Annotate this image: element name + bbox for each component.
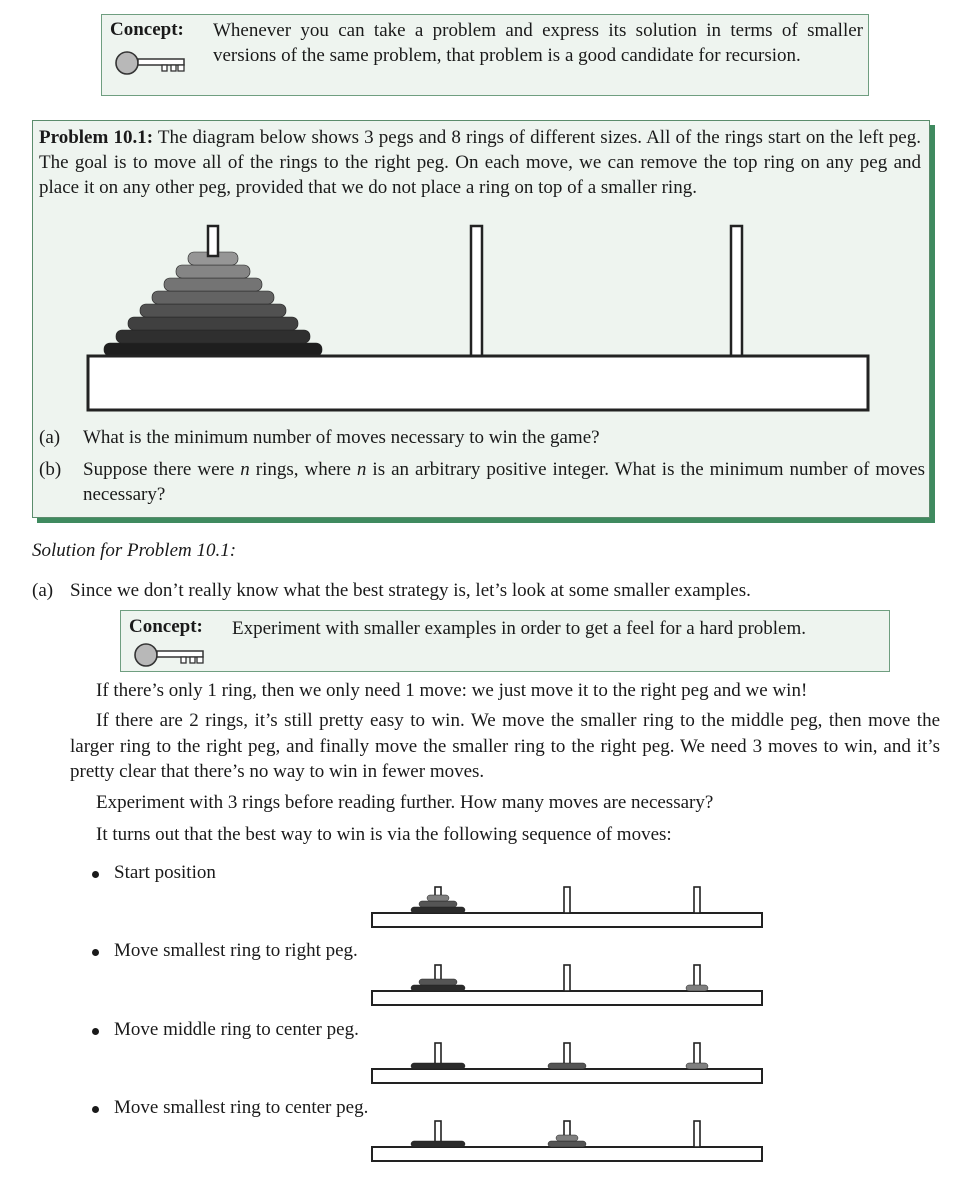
question-b-text: Suppose there were n rings, where n is an arbitrary positive integer. What is the minimum number of moves necessary?: [83, 459, 926, 505]
ring-stack-left: [104, 252, 322, 356]
hanoi-diagram-large: [83, 221, 923, 421]
ring-1: [556, 1135, 578, 1141]
solution-part-a-tag: (a): [32, 580, 54, 601]
bullet-icon: [92, 1106, 99, 1113]
ring-2: [548, 1063, 586, 1069]
problem-statement: [39, 125, 921, 200]
peg-right: [694, 887, 700, 913]
problem-label: Problem 10.1:: [39, 127, 154, 148]
ring-3: [164, 278, 262, 291]
peg-center: [564, 887, 570, 913]
key-icon: [133, 643, 207, 669]
bullet-icon: [92, 1028, 99, 1035]
ring-2: [419, 901, 457, 907]
problem-box: [32, 120, 930, 518]
bullet-icon: [92, 871, 99, 878]
concept-box-experiment: [120, 610, 890, 672]
hanoi-diagram-step-1: [370, 880, 770, 932]
paragraph-1-ring: If there’s only 1 ring, then we only need 1 move: we just move it to the right peg and we win!: [96, 680, 808, 701]
ring-8: [104, 343, 322, 356]
hanoi-diagram-step-2: [370, 958, 770, 1010]
ring-2: [419, 979, 457, 985]
step-label: Start position: [114, 862, 216, 883]
paragraph-sequence: It turns out that the best way to win is via the following sequence of moves:: [96, 824, 672, 845]
bullet-icon: [92, 949, 99, 956]
peg-left: [208, 226, 218, 256]
ring-2: [176, 265, 250, 278]
concept-box-recursion: [101, 14, 869, 96]
ring-1: [686, 1063, 708, 1069]
question-a-text: What is the minimum number of moves necessary to win the game?: [83, 427, 600, 448]
solution-part-a-text: Since we don’t really know what the best strategy is, let’s look at some smaller examples.: [70, 580, 751, 601]
base-board: [88, 356, 868, 410]
ring-2: [548, 1141, 586, 1147]
solution-part-a: [32, 578, 932, 604]
concept-text: Experiment with smaller examples in order to get a feel for a hard problem.: [232, 618, 807, 639]
hanoi-diagram-step-3: [370, 1036, 770, 1088]
question-a-tag: (a): [39, 427, 61, 448]
ring-6: [128, 317, 298, 330]
solution-heading: Solution for Problem 10.1:: [32, 540, 237, 561]
ring-5: [140, 304, 286, 317]
concept-text: Whenever you can take a problem and express its solution in terms of smaller versions of the same problem, that problem is a good candidate for recursion.: [213, 20, 863, 66]
base-board: [372, 913, 762, 927]
question-a: [39, 425, 925, 451]
question-b: [39, 457, 925, 509]
base-board: [372, 991, 762, 1005]
peg-right: [694, 1121, 700, 1147]
ring-1: [686, 985, 708, 991]
paragraph-2-rings: If there are 2 rings, it’s still pretty easy to win. We move the smaller ring to the middle peg, then move the larger ring to the right peg, and finally move the smaller ring to the right peg. We need 3 moves to win, and it’s pretty clear that there’s no way to win in fewer moves.: [70, 710, 940, 782]
peg-center: [564, 965, 570, 991]
ring-3: [411, 907, 465, 913]
problem-text: The diagram below shows 3 pegs and 8 rings of different sizes. All of the rings start on the left peg. The goal is to move all of the rings to the right peg. On each move, we can remove the top ring on any peg and place it on any other peg, provided that we do not place a ring on top of a smaller ring.: [39, 127, 921, 198]
peg-center: [471, 226, 482, 356]
paragraph-experiment: Experiment with 3 rings before reading further. How many moves are necessary?: [96, 792, 714, 813]
key-icon: [114, 51, 188, 77]
ring-3: [411, 1141, 465, 1147]
ring-1: [427, 895, 449, 901]
ring-4: [152, 291, 274, 304]
step-label: Move smallest ring to right peg.: [114, 940, 358, 961]
ring-7: [116, 330, 310, 343]
peg-right: [731, 226, 742, 356]
step-label: Move middle ring to center peg.: [114, 1019, 359, 1040]
step-label: Move smallest ring to center peg.: [114, 1097, 369, 1118]
question-b-tag: (b): [39, 459, 62, 480]
base-board: [372, 1147, 762, 1161]
concept-label: Concept:: [110, 19, 184, 40]
ring-3: [411, 985, 465, 991]
concept-label: Concept:: [129, 616, 203, 637]
ring-3: [411, 1063, 465, 1069]
base-board: [372, 1069, 762, 1083]
hanoi-diagram-step-4: [370, 1114, 770, 1166]
